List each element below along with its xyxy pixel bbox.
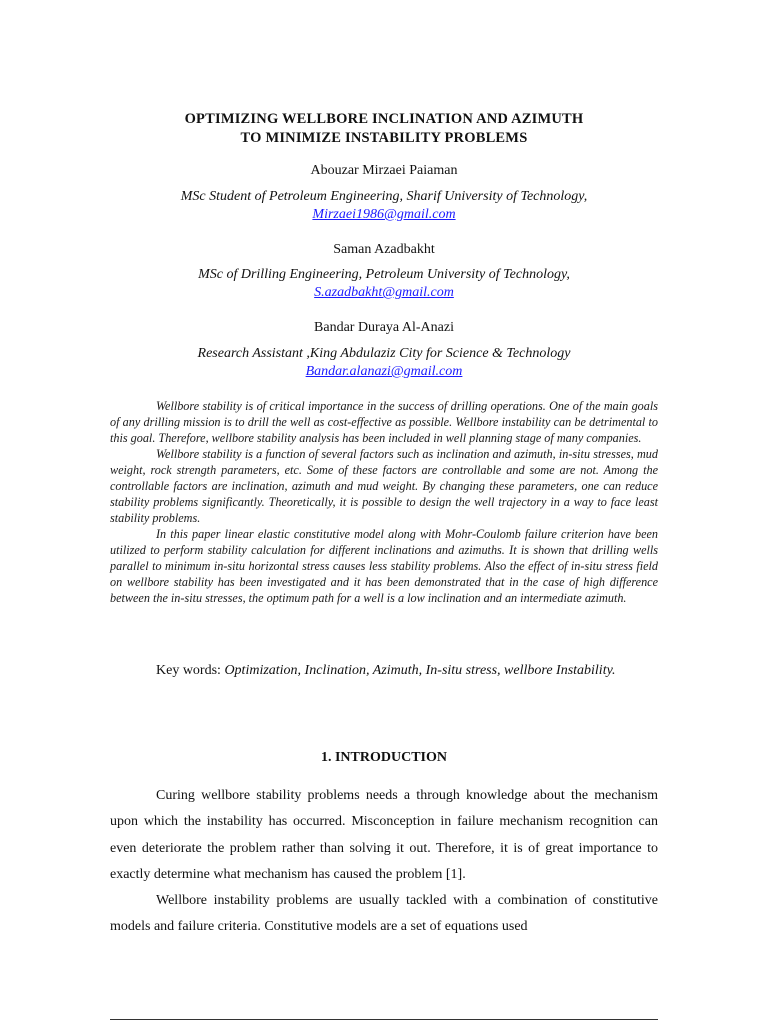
keywords bbox=[110, 661, 658, 680]
email-link[interactable]: Mirzaei1986@gmail.com bbox=[312, 207, 456, 222]
abstract-paragraph: Wellbore stability is a function of several factors such as inclination and azimuth, in-situ stresses, mud weight, rock strength parameters, etc. Some of these factors are controllable and some are not. Among the controllable factors are inclination, azimuth and mud weight. By changing these parameters, one can reduce stability problems significantly. Theoretically, it is possible to design the well trajectory in a way to face least stability problems. bbox=[110, 447, 658, 525]
email-link[interactable]: S.azadbakht@gmail.com bbox=[314, 285, 454, 300]
body-paragraph: Wellbore instability problems are usually tackled with a combination of constitutive models and failure criteria. Constitutive models are a set of equations used bbox=[110, 893, 658, 935]
affiliation-text: MSc of Drilling Engineering, Petroleum University of Technology, bbox=[198, 267, 570, 282]
author-affiliation bbox=[0, 266, 768, 302]
author-name: Saman Azadbakht bbox=[333, 242, 435, 257]
keywords-terms: Optimization, Inclination, Azimuth, In-situ stress, wellbore Instability. bbox=[224, 663, 616, 678]
author-name: Abouzar Mirzaei Paiaman bbox=[310, 163, 458, 178]
footnote-divider bbox=[110, 1019, 658, 1020]
author-affiliation bbox=[0, 188, 768, 224]
abstract bbox=[110, 398, 658, 606]
author-affiliation bbox=[0, 345, 768, 381]
affiliation-text: MSc Student of Petroleum Engineering, Sharif University of Technology, bbox=[180, 189, 588, 204]
body-paragraph: Curing wellbore stability problems needs a through knowledge about the mechanism upon which the instability has occurred. Misconception in failure mechanism recognition can even deteriorate the problem rather than solving it out. Therefore, it is of great importance to exactly determine what mechanism has caused the problem [1]. bbox=[110, 788, 658, 882]
email-link[interactable]: Bandar.alanazi@gmail.com bbox=[305, 364, 463, 379]
section-heading: 1. INTRODUCTION bbox=[320, 750, 447, 765]
abstract-paragraph: In this paper linear elastic constitutive model along with Mohr-Coulomb failure criterion have been utilized to perform stability calculation for different inclinations and azimuths. It is shown that drilling wells parallel to minimum in-situ horizontal stress causes less stability problems. Also the effect of in-situ stress field on wellbore stability has been investigated and it has been demonstrated that in the case of high difference between the in-situ stresses, the optimum path for a well is a low inclination and an intermediate azimuth. bbox=[110, 527, 658, 605]
abstract-paragraph: Wellbore stability is of critical importance in the success of drilling operations. One of the main goals of any drilling mission is to drill the well as cost-effective as possible. Wellbore instability can be detrimental to this goal. Therefore, wellbore stability analysis has been included in well planning stage of many companies. bbox=[110, 399, 658, 445]
affiliation-text: Research Assistant ,King Abdulaziz City for Science & Technology bbox=[197, 346, 571, 361]
introduction-body bbox=[110, 783, 658, 941]
keywords-label: Key words: bbox=[156, 663, 221, 678]
paper-title bbox=[0, 110, 768, 148]
author-name: Bandar Duraya Al-Anazi bbox=[314, 320, 454, 335]
title-line-2: TO MINIMIZE INSTABILITY PROBLEMS bbox=[240, 130, 528, 146]
title-line-1: OPTIMIZING WELLBORE INCLINATION AND AZIMUTH bbox=[184, 111, 584, 127]
